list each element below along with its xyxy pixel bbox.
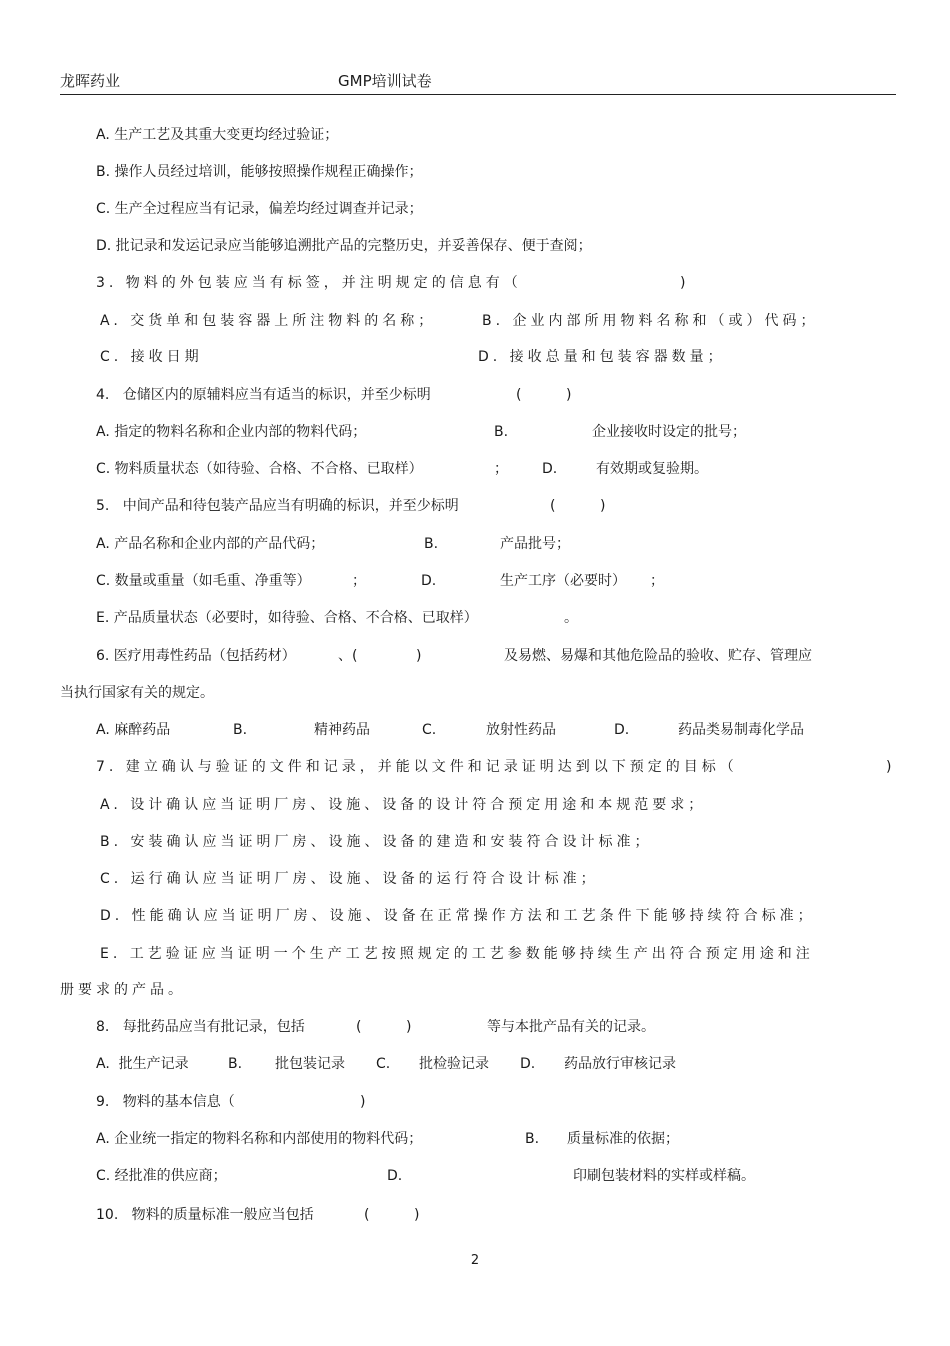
question-4: 4. 仓储区内的原辅料应当有适当的标识，并至少标明 xyxy=(96,387,431,403)
question-6-blank-start: 、( xyxy=(338,648,358,664)
q5-option-e: E. 产品质量状态（必要时，如待验、合格、不合格、已取样） xyxy=(96,610,478,626)
q6-option-b-letter: B. xyxy=(233,722,248,738)
question-5: 5. 中间产品和待包装产品应当有明确的标识，并至少标明 xyxy=(96,498,459,514)
question-9-blank-end: ) xyxy=(360,1094,366,1110)
q5-option-c-end: ； xyxy=(352,573,366,589)
q5-option-b: 产品批号； xyxy=(500,536,570,552)
q7-option-e: E. 工艺验证应当证明一个生产工艺按照规定的工艺参数能够持续生产出符合预定用途和注 xyxy=(100,946,814,962)
q9-option-b-letter: B. xyxy=(525,1131,540,1147)
q5-option-e-end: 。 xyxy=(564,610,578,626)
q7-option-e-line2: 册要求的产品。 xyxy=(60,982,186,998)
question-8-blank: ( ) xyxy=(356,1019,412,1035)
option-c-records: C. 生产全过程应当有记录，偏差均经过调查并记录； xyxy=(96,201,423,217)
q8-option-d-letter: D. xyxy=(520,1056,536,1072)
q8-option-d: 药品放行审核记录 xyxy=(564,1056,676,1072)
q9-option-c: C. 经批准的供应商； xyxy=(96,1168,227,1184)
question-3-blank-end: ) xyxy=(680,275,686,291)
q6-option-b: 精神药品 xyxy=(314,722,370,738)
question-7-blank-end: ) xyxy=(886,759,892,775)
q5-option-d: 生产工序（必要时） xyxy=(500,573,626,589)
q7-option-b: B. 安装确认应当证明厂房、设施、设备的建造和安装符合设计标准； xyxy=(100,834,653,850)
q3-option-a: A. 交货单和包装容器上所注物料的名称； xyxy=(100,313,437,329)
question-10-blank: ( ) xyxy=(364,1207,420,1223)
q9-option-a: A. 企业统一指定的物料名称和内部使用的物料代码； xyxy=(96,1131,423,1147)
question-9: 9. 物料的基本信息（ xyxy=(96,1094,235,1110)
q4-option-b: 企业接收时设定的批号； xyxy=(592,424,746,440)
question-6-cont: 及易燃、易爆和其他危险品的验收、贮存、管理应 xyxy=(504,648,812,664)
q3-option-b: B. 企业内部所用物料名称和（或）代码； xyxy=(482,313,819,329)
q7-option-c: C. 运行确认应当证明厂房、设施、设备的运行符合设计标准； xyxy=(100,871,599,887)
option-a-process: A. 生产工艺及其重大变更均经过验证； xyxy=(96,127,339,143)
q6-option-d-letter: D. xyxy=(614,722,630,738)
q5-option-a: A. 产品名称和企业内部的产品代码； xyxy=(96,536,325,552)
question-8-cont: 等与本批产品有关的记录。 xyxy=(487,1019,655,1035)
question-8: 8. 每批药品应当有批记录，包括 xyxy=(96,1019,305,1035)
q3-option-c: C. 接收日期 xyxy=(100,349,203,365)
q7-option-a: A. 设计确认应当证明厂房、设施、设备的设计符合预定用途和本规范要求； xyxy=(100,797,707,813)
q4-option-a: A. 指定的物料名称和企业内部的物料代码； xyxy=(96,424,367,440)
q8-option-a: A. 批生产记录 xyxy=(96,1056,189,1072)
page-number: 2 xyxy=(470,1253,480,1268)
q6-option-d: 药品类易制毒化学品 xyxy=(678,722,804,738)
option-b-training: B. 操作人员经过培训，能够按照操作规程正确操作； xyxy=(96,164,423,180)
q9-option-b: 质量标准的依据； xyxy=(567,1131,679,1147)
q6-option-c: 放射性药品 xyxy=(486,722,556,738)
q4-option-b-letter: B. xyxy=(494,424,509,440)
header-title: GMP培训试卷 xyxy=(338,72,432,90)
q5-option-c: C. 数量或重量（如毛重、净重等） xyxy=(96,573,311,589)
q9-option-d: 印刷包装材料的实样或样稿。 xyxy=(573,1168,755,1184)
question-6: 6. 医疗用毒性药品（包括药材） xyxy=(96,648,296,664)
q8-option-c-letter: C. xyxy=(376,1056,391,1072)
q9-option-d-letter: D. xyxy=(387,1168,403,1184)
q4-option-d-letter: D. xyxy=(542,461,558,477)
question-3: 3. 物料的外包装应当有标签，并注明规定的信息有（ xyxy=(96,275,522,291)
q5-option-d-letter: D. xyxy=(421,573,437,589)
q4-option-c: C. 物料质量状态（如待验、合格、不合格、已取样） xyxy=(96,461,423,477)
q6-option-a: A. 麻醉药品 xyxy=(96,722,171,738)
question-4-blank: ( ) xyxy=(516,387,572,403)
q8-option-b-letter: B. xyxy=(228,1056,243,1072)
q6-option-c-letter: C. xyxy=(422,722,437,738)
q5-option-b-letter: B. xyxy=(424,536,439,552)
option-d-traceability: D. 批记录和发运记录应当能够追溯批产品的完整历史，并妥善保存、便于查阅； xyxy=(96,238,592,254)
q5-option-d-end: ； xyxy=(650,573,664,589)
q4-option-c-end: ； xyxy=(494,461,508,477)
question-7: 7. 建立确认与验证的文件和记录，并能以文件和记录证明达到以下预定的目标（ xyxy=(96,759,738,775)
header-company: 龙晖药业 xyxy=(60,72,121,90)
q4-option-d: 有效期或复验期。 xyxy=(596,461,708,477)
q8-option-c: 批检验记录 xyxy=(419,1056,489,1072)
q8-option-b: 批包装记录 xyxy=(275,1056,345,1072)
header-rule xyxy=(60,94,896,95)
question-10: 10. 物料的质量标准一般应当包括 xyxy=(96,1207,314,1223)
question-5-blank: ( ) xyxy=(550,498,606,514)
q7-option-d: D. 性能确认应当证明厂房、设施、设备在正常操作方法和工艺条件下能够持续符合标准； xyxy=(100,908,816,924)
question-6-line2: 当执行国家有关的规定。 xyxy=(60,685,214,701)
q3-option-d: D. 接收总量和包装容器数量； xyxy=(478,349,726,365)
question-6-blank-end: ) xyxy=(416,648,422,664)
